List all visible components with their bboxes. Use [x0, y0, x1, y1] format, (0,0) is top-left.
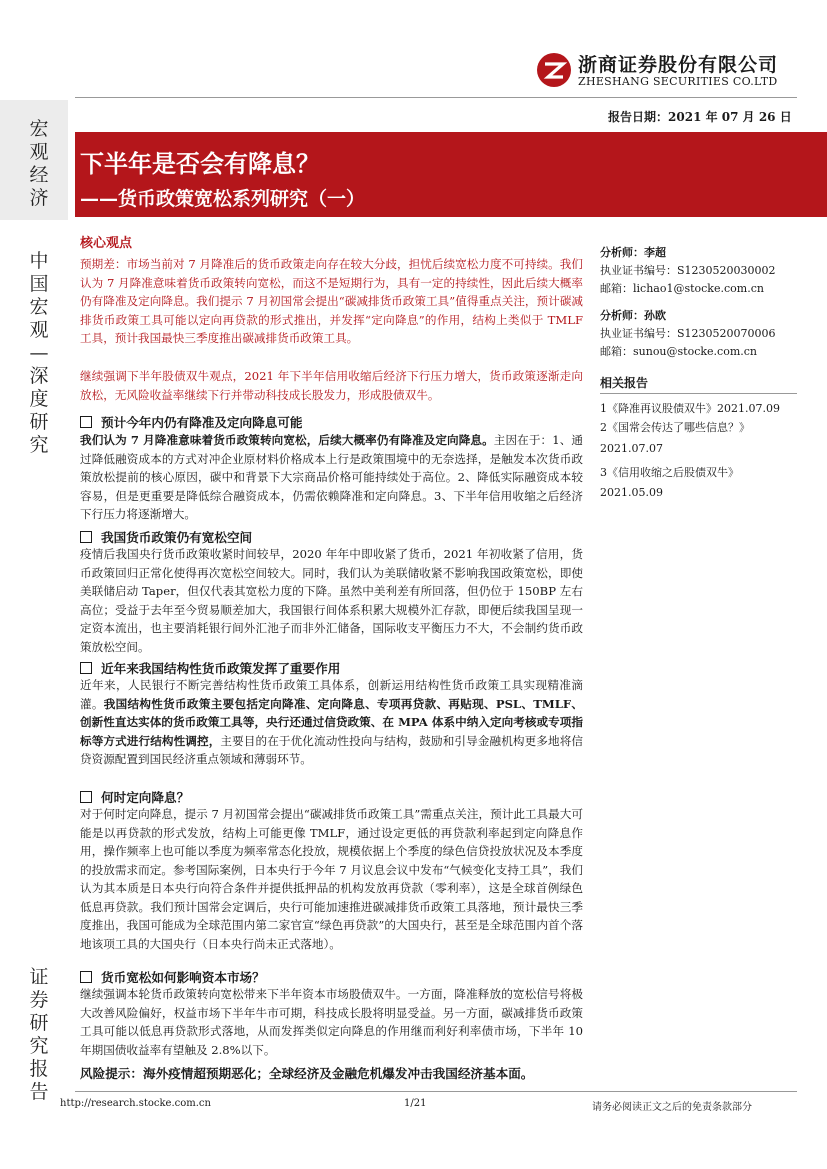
- core-paragraph-2: 继续强调下半年股债双牛观点，2021 年下半年信用收缩后经济下行压力增大，货币政策逐渐走向放松，无风险收益率继续下行并带动科技成长股发力，形成股债双牛。: [80, 369, 583, 402]
- related-report-item-date: 2021.07.07: [600, 442, 663, 455]
- analyst-1-email[interactable]: 邮箱：lichao1@stocke.com.cn: [600, 282, 764, 295]
- sidebar-series: 中国宏观—深度研究: [29, 250, 49, 456]
- risk-warning: 风险提示：海外疫情超预期恶化；全球经济及金融危机爆发冲击我国经济基本面。: [80, 1066, 534, 1081]
- section-1-text: 主因在于：1、通过降低融资成本的方式对冲企业原材料价格成本上行是政策围境中的无奈选择，是触发本次货币政策放松提前的核心原因，碳中和背景下大宗商品价格可能持续处于高位。2、降低实际融资成本较容易，但是更重要是降低综合融资成本，仍需依赖降准和定向降息。3、下半年信用收缩之后经济下行压力将逐渐增大。: [80, 433, 583, 521]
- company-name-en: ZHESHANG SECURITIES CO.LTD: [578, 75, 778, 88]
- related-reports-divider: [600, 393, 797, 394]
- section-5-body: 继续强调本轮货币政策转向宽松带来下半年资本市场股债双牛。一方面，降准释放的宽松信号将极大改善风险偏好，权益市场下半年牛市可期，科技成长股将明显受益。另一方面，碳减排货币政策工具可能以低息再贷款形式落地，从而发挥类似定向降息的作用继而利好利率债市场，下半年 10 年期国债收益率有望触及 2.8%以下。: [80, 987, 583, 1057]
- analyst-2-cert: 执业证书编号：S1230520070006: [600, 327, 776, 340]
- sidebar-category: 宏观经济: [29, 118, 49, 209]
- footer-url[interactable]: http://research.stocke.com.cn: [60, 1098, 211, 1109]
- company-logo-icon: [536, 52, 572, 88]
- analyst-2-name: 分析师：孙欧: [600, 309, 666, 322]
- checkbox-bullet-icon: [80, 971, 92, 983]
- section-heading-3: 近年来我国结构性货币政策发挥了重要作用: [80, 658, 340, 677]
- footer-divider: [75, 1091, 797, 1092]
- section-3-body: [80, 676, 583, 769]
- related-report-item[interactable]: 3《信用收缩之后股债双牛》: [600, 466, 739, 479]
- section-1-bold-lead: 我们认为 7 月降准意味着货币政策转向宽松，后续大概率仍有降准及定向降息。: [80, 433, 494, 447]
- footer-disclaimer: 请务必阅读正文之后的免责条款部分: [592, 1102, 752, 1113]
- footer-page-number: 1/21: [404, 1098, 427, 1109]
- report-date: [608, 108, 792, 125]
- section-4-body: 对于何时定向降息，提示 7 月初国常会提出“碳减排货币政策工具”需重点关注，预计此工具最大可能是以再贷款的形式发放，结构上可能更像 TMLF，通过设定更低的再贷款利率起到定向降息作用，操作频率上也可能以季度为频率常态化投放，规模依据上个季度的绿色信贷投放状况及本季度的投放需求而定。参考国际案例，日本央行于今年 7 月议息会议中发布“气候变化支持工具”，我们认为其本质是日本央行向符合条件并提供抵押品的机构发放再贷款（零利率），这是全球首例绿色低息再贷款。我们预计国常会定调后，央行可能加速推进碳减排货币政策工具落地，预计最快三季度推出，我国可能成为全球范围内第二家官宣“绿色再贷款”的大国央行，甚至是全球范围内首个落地该项工具的大国央行（日本央行尚未正式落地）。: [80, 807, 583, 951]
- core-view-label: 核心观点: [80, 236, 133, 251]
- section-heading-2: 我国货币政策仍有宽松空间: [80, 527, 252, 546]
- header-divider: [75, 97, 797, 98]
- checkbox-bullet-icon: [80, 531, 92, 543]
- core-paragraph-1: 预期差：市场当前对 7 月降准后的货币政策走向存在较大分歧，担忧后续宽松力度不可持续。我们认为 7 月降准意味着货币政策转向宽松，而这不是短期行为，具有一定的持续性，因此后续大概率仍有降准及定向降息。我们提示 7 月初国常会提出“碳减排货币政策工具”值得重点关注，预计碳减排货币政策工具可能以定向再贷款的形式推出，并发挥“定向降息”的作用，结构上类似于 TMLF 工具，预计我国最快三季度推出碳减排货币政策工具。: [80, 257, 583, 345]
- analyst-1-name: 分析师：李超: [600, 246, 666, 259]
- section-3-text-b: 主要目的在于优化流动性投向与结构，鼓励和引导金融机构更多地将信贷资源配置到国民经济重点领域和薄弱环节。: [80, 733, 583, 766]
- analyst-2-email[interactable]: 邮箱：sunou@stocke.com.cn: [600, 345, 757, 358]
- checkbox-bullet-icon: [80, 791, 92, 803]
- section-heading-4: 何时定向降息？: [80, 787, 189, 806]
- section-2-body: 疫情后我国央行货币政策收紧时间较早，2020 年年中即收紧了货币，2021 年初收紧了信用，货币政策回归正常化使得再次宽松空间较大。同时，我们认为美联储收紧不影响我国政策宽松，即使美联储启动 Taper，但仅代表其宽松力度的下降。虽然中美利差有所回落，但仍位于 150BP 左右高位；受益于去年至今贸易顺差加大，我国银行间体系积累大规模外汇存款，即便后续我国呈现一定资本流出，也主要消耗银行间外汇池子而非外汇储备，国际收支平衡压力不大，不会制约货币政策放松空间。: [80, 547, 583, 654]
- analyst-1-cert: 执业证书编号：S1230520030002: [600, 264, 776, 277]
- sidebar-report-type: 证券研究报告: [29, 966, 49, 1103]
- checkbox-bullet-icon: [80, 662, 92, 674]
- related-report-item[interactable]: 1《降准再议股债双牛》2021.07.09: [600, 402, 780, 415]
- section-3-bold: 我国结构性货币政策主要包括定向降准、定向降息、专项再贷款、再贴现、PSL、TMLF、创新性直达实体的货币政策工具等，央行还通过信贷政策、在 MPA 体系中纳入定向考核或专项指标等方式进行结构性调控，: [80, 696, 583, 748]
- report-date-label: 报告日期：: [608, 110, 669, 124]
- report-date-value: 2021 年 07 月 26 日: [668, 110, 792, 124]
- checkbox-bullet-icon: [80, 416, 92, 428]
- related-reports-title: 相关报告: [600, 376, 649, 390]
- related-report-item-date: 2021.05.09: [600, 486, 663, 499]
- company-name-cn: 浙商证券股份有限公司: [578, 54, 779, 76]
- section-heading-5: 货币宽松如何影响资本市场？: [80, 967, 265, 986]
- section-3-text-a: 近年来，人民银行不断完善结构性货币政策工具体系，创新运用结构性货币政策工具实现精准滴灌。: [80, 678, 583, 711]
- section-1-body: [80, 431, 583, 524]
- related-report-item[interactable]: 2《国常会传达了哪些信息？》: [600, 421, 750, 434]
- section-heading-1: 预计今年内仍有降准及定向降息可能: [80, 412, 303, 431]
- page-subtitle: ——货币政策宽松系列研究（一）: [80, 188, 366, 210]
- page-title: 下半年是否会有降息？: [80, 150, 320, 178]
